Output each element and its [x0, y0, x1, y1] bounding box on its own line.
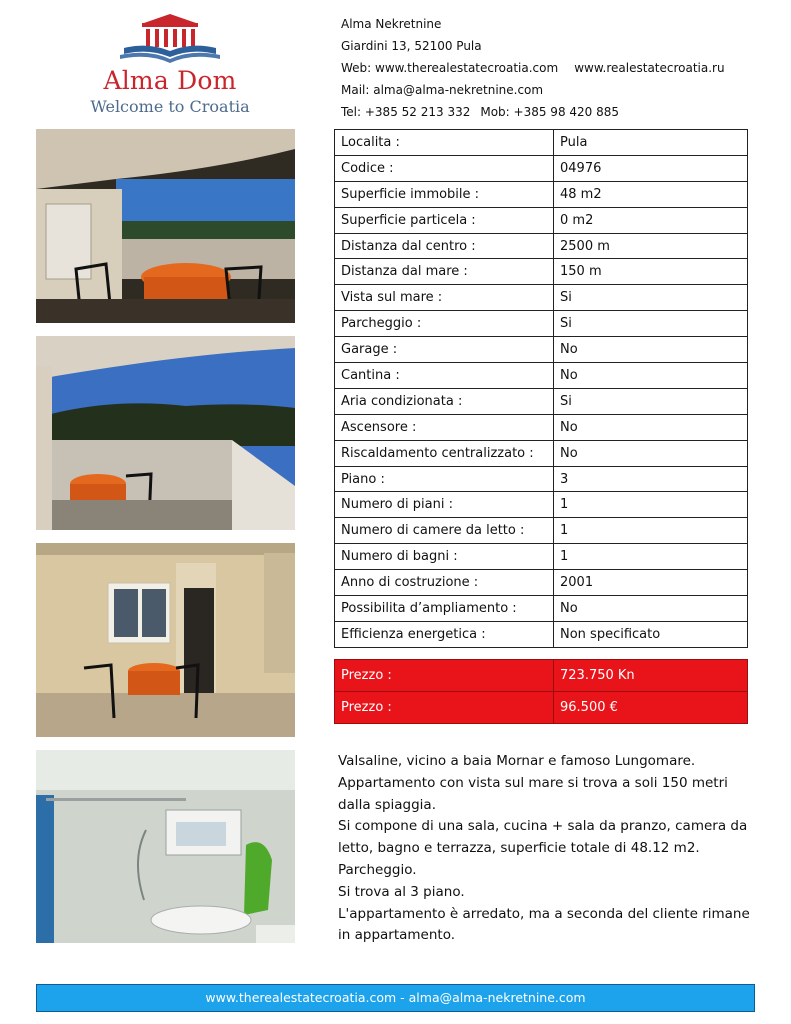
tel-number: Tel: +385 52 213 332: [341, 105, 471, 119]
property-label: Parcheggio :: [335, 311, 554, 337]
description-line: L'appartamento è arredato, ma a seconda del cliente rimane in appartamento.: [338, 905, 750, 944]
logo-title: Alma Dom: [103, 66, 237, 95]
property-value: 04976: [554, 155, 748, 181]
property-label: Numero di bagni :: [335, 544, 554, 570]
property-row: [335, 363, 748, 389]
property-value: Non specificato: [554, 621, 748, 647]
property-label: Riscaldamento centralizzato :: [335, 440, 554, 466]
property-value: No: [554, 363, 748, 389]
property-value: No: [554, 337, 748, 363]
property-label: Vista sul mare :: [335, 285, 554, 311]
property-value: Pula: [554, 130, 748, 156]
property-label: Ascensore :: [335, 414, 554, 440]
price-value: 723.750 Kn: [554, 660, 748, 692]
company-address: Giardini 13, 52100 Pula: [341, 39, 482, 53]
property-row: [335, 544, 748, 570]
bathroom-photo: [36, 750, 295, 943]
property-row: [335, 518, 748, 544]
property-value: 150 m: [554, 259, 748, 285]
contact-info: [341, 13, 725, 123]
price-value: 96.500 €: [554, 692, 748, 724]
property-value: No: [554, 414, 748, 440]
property-label: Efficienza energetica :: [335, 621, 554, 647]
property-value: Si: [554, 388, 748, 414]
property-value: Si: [554, 285, 748, 311]
price-row: [335, 692, 748, 724]
company-logo: [60, 10, 280, 122]
property-row: [335, 440, 748, 466]
property-label: Garage :: [335, 337, 554, 363]
property-label: Distanza dal centro :: [335, 233, 554, 259]
property-value: No: [554, 440, 748, 466]
terrace-window-photo: [36, 543, 295, 737]
property-row: [335, 181, 748, 207]
property-value: 1: [554, 544, 748, 570]
property-row: [335, 492, 748, 518]
property-row: [335, 570, 748, 596]
property-value: 3: [554, 466, 748, 492]
property-row: [335, 414, 748, 440]
bathroom-photo: [36, 750, 295, 943]
property-row: [335, 207, 748, 233]
description-line: Si trova al 3 piano.: [338, 883, 465, 900]
web2-link[interactable]: www.realestatecroatia.ru: [574, 61, 725, 75]
property-row: [335, 155, 748, 181]
terrace-table-photo: [36, 129, 295, 323]
property-label: Codice :: [335, 155, 554, 181]
property-label: Superficie particela :: [335, 207, 554, 233]
description-line: Valsaline, vicino a baia Mornar e famoso Lungomare.: [338, 753, 696, 769]
property-row: [335, 596, 748, 622]
property-value: Si: [554, 311, 748, 337]
property-value: 0 m2: [554, 207, 748, 233]
description-line: Parcheggio.: [338, 861, 417, 878]
property-row: [335, 259, 748, 285]
property-label: Piano :: [335, 466, 554, 492]
phone-row: [341, 101, 725, 123]
property-row: [335, 285, 748, 311]
property-label: Distanza dal mare :: [335, 259, 554, 285]
footer-bar[interactable]: www.therealestatecroatia.com - alma@alma-nekretnine.com: [36, 984, 755, 1012]
property-label: Possibilita d’ampliamento :: [335, 596, 554, 622]
property-label: Anno di costruzione :: [335, 570, 554, 596]
price-label: Prezzo :: [335, 660, 554, 692]
property-description: [338, 751, 750, 947]
terrace-sea-view-photo: [36, 336, 295, 530]
web-row: [341, 57, 725, 79]
terrace-photo-2: [36, 336, 295, 530]
property-label: Numero di piani :: [335, 492, 554, 518]
price-table: [334, 659, 748, 724]
company-name: Alma Nekretnine: [341, 17, 442, 31]
property-label: Numero di camere da letto :: [335, 518, 554, 544]
property-row: [335, 337, 748, 363]
property-label: Cantina :: [335, 363, 554, 389]
property-value: No: [554, 596, 748, 622]
property-table: [334, 129, 748, 648]
property-label: Localita :: [335, 130, 554, 156]
temple-book-logo-icon: [60, 10, 280, 66]
property-label: Aria condizionata :: [335, 388, 554, 414]
property-label: Superficie immobile :: [335, 181, 554, 207]
price-label: Prezzo :: [335, 692, 554, 724]
web-link[interactable]: Web: www.therealestatecroatia.com: [341, 61, 559, 75]
terrace-photo-3: [36, 543, 295, 737]
price-row: [335, 660, 748, 692]
property-row: [335, 130, 748, 156]
property-value: 2500 m: [554, 233, 748, 259]
logo-subtitle: Welcome to Croatia: [90, 97, 250, 116]
property-row: [335, 466, 748, 492]
property-value: 1: [554, 518, 748, 544]
property-value: 2001: [554, 570, 748, 596]
property-row: [335, 621, 748, 647]
terrace-photo-1: [36, 129, 295, 323]
property-value: 48 m2: [554, 181, 748, 207]
description-line: Si compone di una sala, cucina + sala da pranzo, camera da letto, bagno e terrazza, superficie totale di 48.12 m2.: [338, 818, 748, 857]
property-row: [335, 233, 748, 259]
property-row: [335, 311, 748, 337]
property-row: [335, 388, 748, 414]
description-line: Appartamento con vista sul mare si trova a soli 150 metri dalla spiaggia.: [338, 774, 728, 813]
mail-link[interactable]: Mail: alma@alma-nekretnine.com: [341, 83, 544, 97]
property-value: 1: [554, 492, 748, 518]
mob-number: Mob: +385 98 420 885: [480, 105, 620, 119]
price-table-body: [335, 660, 748, 724]
property-table-body: [335, 130, 748, 648]
